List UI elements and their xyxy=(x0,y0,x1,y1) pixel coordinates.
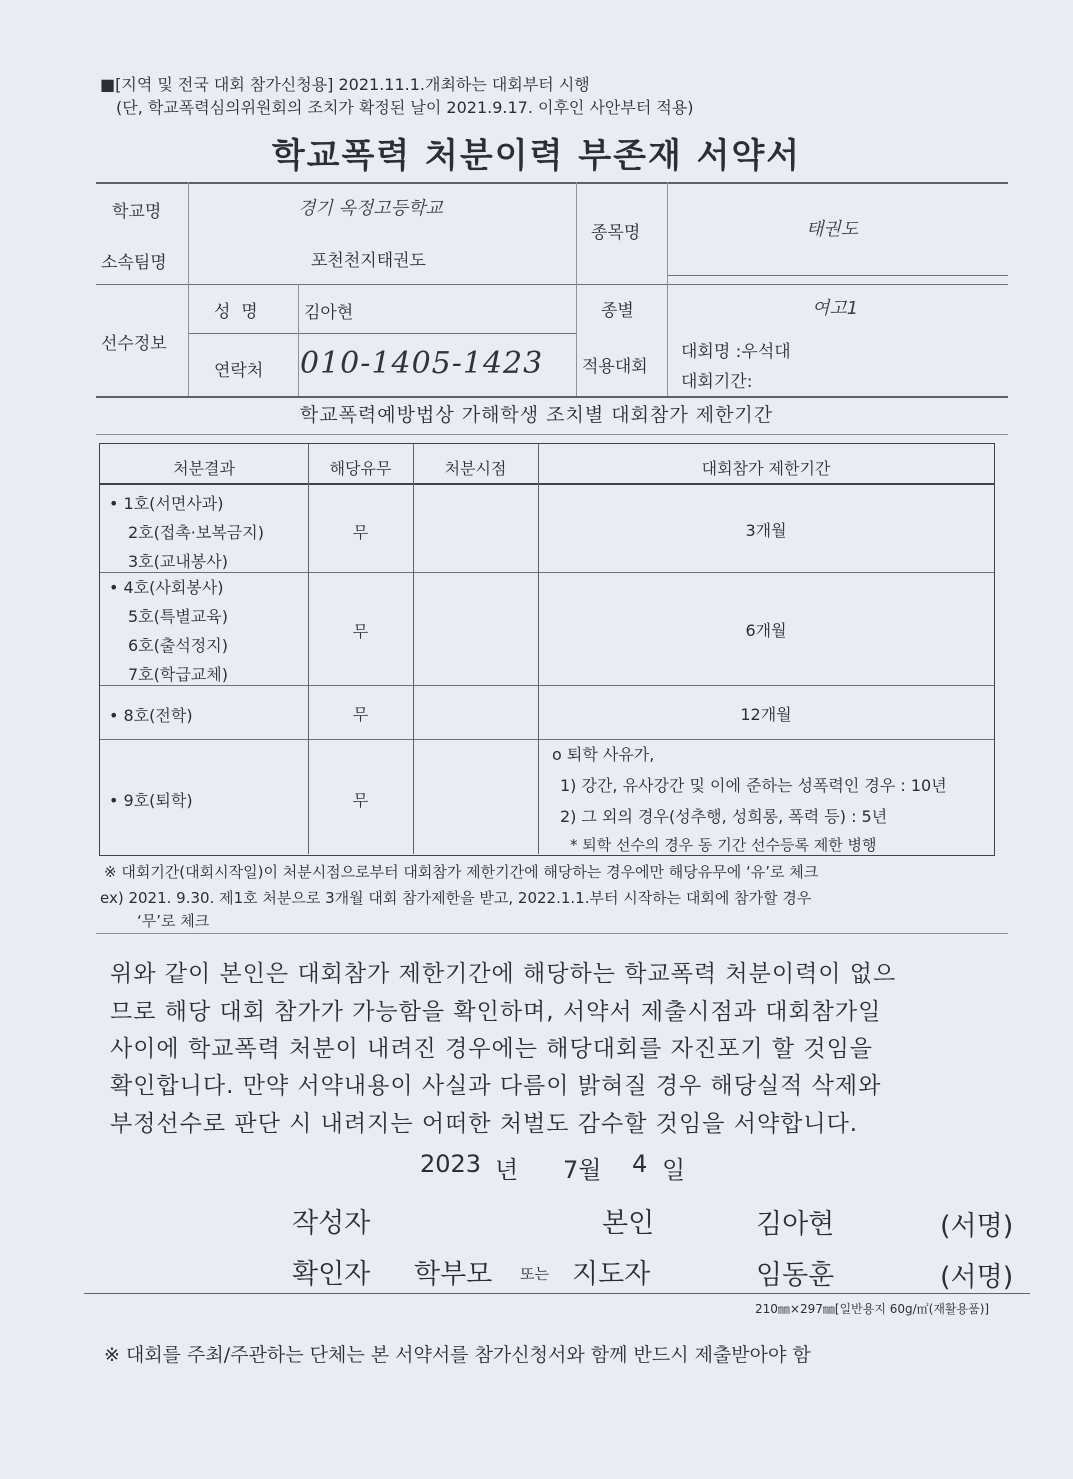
note-1: ※ 대회기간(대회시작일)이 처분시점으로부터 대회참가 제한기간에 해당하는 경우에만 해당유무에 ‘유’로 체크 xyxy=(104,863,819,881)
header-applicable: 해당유무 xyxy=(329,459,392,478)
author-sign: (서명) xyxy=(940,1211,1014,1242)
document-title: 학교폭력 처분이력 부존재 서약서 xyxy=(271,136,802,176)
event-label: 종목명 xyxy=(591,223,641,243)
pledge-line: 사이에 학교폭력 처분이 내려진 경우에는 해당대회를 자진포기 할 것임을 xyxy=(110,1036,874,1062)
confirmer-or: 또는 xyxy=(520,1265,549,1283)
notice-line-1: ■[지역 및 전국 대회 참가신청용] 2021.11.1.개최하는 대회부터 시행 xyxy=(100,75,590,94)
event-value: 태권도 xyxy=(806,219,859,240)
date-month: 7월 xyxy=(563,1156,602,1184)
period-value: 3개월 xyxy=(745,521,787,540)
period-line: * 퇴학 선수의 경우 동 기간 선수등록 제한 병행 xyxy=(570,836,877,854)
pledge-line: 부정선수로 판단 시 내려지는 어떠한 처벌도 감수할 것임을 서약합니다. xyxy=(110,1111,859,1137)
period-value: 12개월 xyxy=(740,705,792,724)
result-item: 6호(출석정지) xyxy=(128,636,228,655)
school-value: 경기 옥정고등학교 xyxy=(298,198,443,219)
result-item: 5호(특별교육) xyxy=(128,607,228,626)
confirmer-role-parent: 학부모 xyxy=(414,1259,493,1290)
header-result: 처분결과 xyxy=(173,459,235,478)
pledge-line: 확인합니다. 만약 서약내용이 사실과 다름이 밝혀질 경우 해당실적 삭제와 xyxy=(110,1073,882,1099)
result-item: 2호(접촉·보복금지) xyxy=(128,523,264,542)
date-year-unit: 년 xyxy=(495,1156,519,1184)
player-info-label: 선수정보 xyxy=(101,334,167,354)
note-2: ex) 2021. 9.30. 제1호 처분으로 3개월 대회 참가제한을 받고, 2022.1.1.부터 시작하는 대회에 참가할 경우 xyxy=(100,889,812,907)
table-subtitle: 학교폭력예방법상 가해학생 조치별 대회참가 제한기간 xyxy=(299,404,774,426)
date-year: 2023 xyxy=(420,1150,482,1178)
note-3: ‘무’로 체크 xyxy=(137,912,210,930)
confirmer-label: 확인자 xyxy=(292,1259,371,1290)
team-label: 소속팀명 xyxy=(101,253,167,273)
confirmer-name: 임동훈 xyxy=(756,1260,835,1291)
period-line: 1) 강간, 유사강간 및 이에 준하는 성폭력인 경우 : 10년 xyxy=(560,776,947,795)
paper-spec: 210㎜×297㎜[일반용지 60g/㎡(재활용품)] xyxy=(755,1302,990,1316)
result-item: 7호(학급교체) xyxy=(128,665,228,684)
result-item: • 9호(퇴학) xyxy=(109,791,193,810)
pledge-line: 위와 같이 본인은 대회참가 제한기간에 해당하는 학교폭력 처분이력이 없으 xyxy=(110,961,897,987)
applicable-value: 무 xyxy=(352,622,369,641)
header-period: 대회참가 제한기간 xyxy=(701,459,831,478)
penalty-table xyxy=(99,443,995,856)
result-item: • 1호(서면사과) xyxy=(109,494,224,513)
period-line: 2) 그 외의 경우(성추행, 성희롱, 폭력 등) : 5년 xyxy=(560,807,888,826)
confirmer-sign: (서명) xyxy=(940,1262,1014,1293)
result-item: • 4호(사회봉사) xyxy=(109,578,224,597)
applicable-value: 무 xyxy=(352,705,369,724)
date-day: 4 xyxy=(632,1150,648,1178)
result-item: • 8호(전학) xyxy=(109,706,193,725)
pledge-line: 므로 해당 대회 참가가 가능함을 확인하며, 서약서 제출시점과 대회참가일 xyxy=(110,999,882,1025)
school-label: 학교명 xyxy=(112,202,162,222)
competition-name: 대회명 :우석대 xyxy=(681,342,791,362)
applicable-value: 무 xyxy=(352,523,369,542)
confirmer-role-coach: 지도자 xyxy=(572,1259,651,1290)
period-value: 6개월 xyxy=(745,621,787,640)
team-value: 포천천지태권도 xyxy=(311,251,426,271)
name-label: 성 명 xyxy=(214,302,258,322)
competition-label: 적용대회 xyxy=(582,357,648,377)
category-value: 여고1 xyxy=(812,298,859,319)
footer-note: ※ 대회를 주최/주관하는 단체는 본 서약서를 참가신청서와 함께 반드시 제출받아야 함 xyxy=(104,1344,811,1366)
author-name: 김아현 xyxy=(756,1209,835,1240)
result-item: 3호(교내봉사) xyxy=(128,552,228,571)
contact-value: 010-1405-1423 xyxy=(300,346,544,381)
period-line: o 퇴학 사유가, xyxy=(552,745,655,764)
notice-line-2: (단, 학교폭력심의위원회의 조치가 확정된 날이 2021.9.17. 이후인 사안부터 적용) xyxy=(116,98,694,117)
header-timing: 처분시점 xyxy=(444,459,507,478)
category-label: 종별 xyxy=(601,301,634,321)
applicable-value: 무 xyxy=(352,791,369,810)
author-role: 본인 xyxy=(602,1208,655,1239)
author-label: 작성자 xyxy=(292,1208,371,1239)
name-value: 김아현 xyxy=(304,303,354,323)
date-day-unit: 일 xyxy=(662,1156,686,1184)
contact-label: 연락처 xyxy=(214,361,264,381)
competition-period: 대회기간: xyxy=(681,372,753,392)
